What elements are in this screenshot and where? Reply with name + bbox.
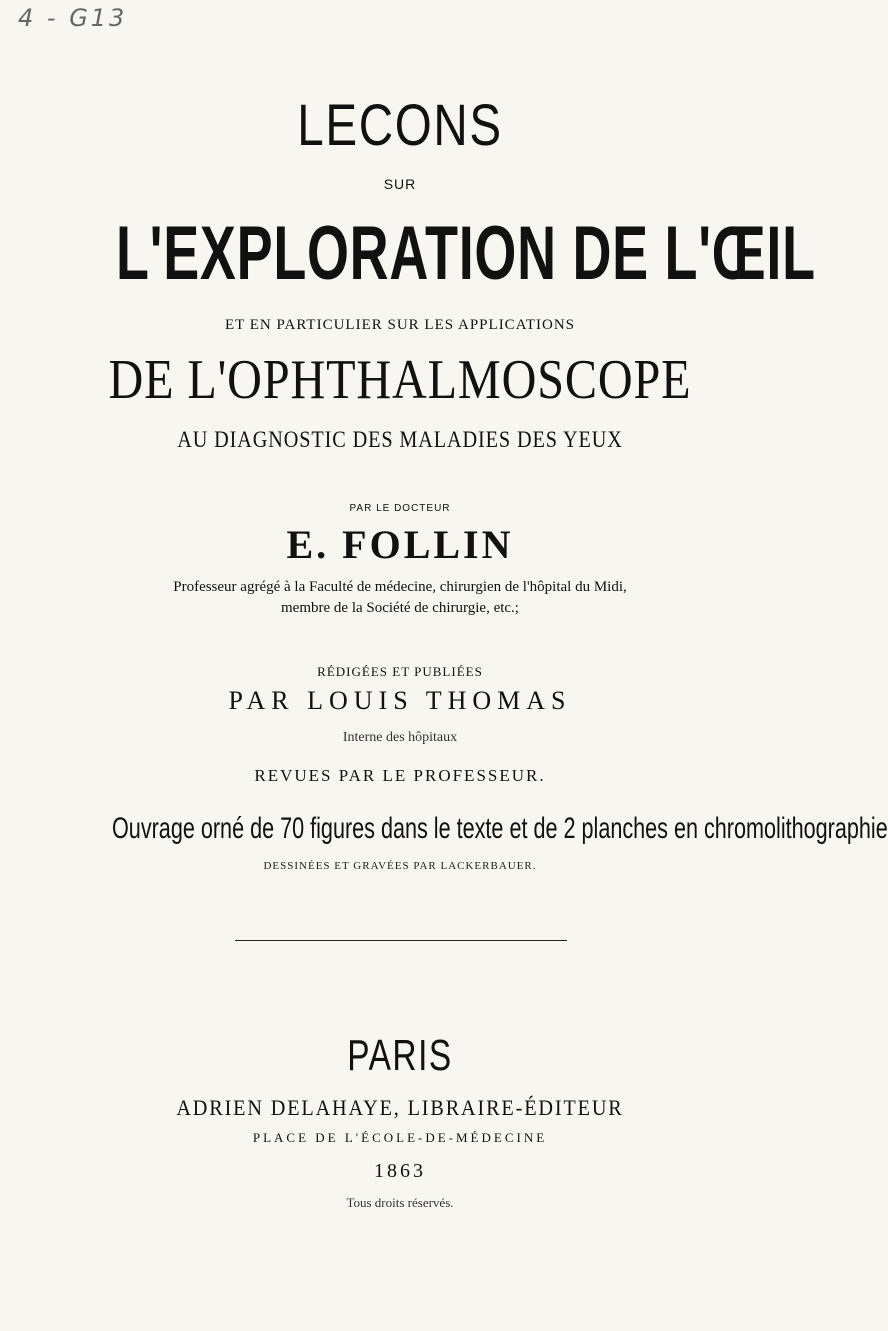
author-prefix: PAR LE DOCTEUR	[349, 503, 451, 514]
title-lecons: LECONS	[297, 93, 503, 158]
imprint-address: PLACE DE L'ÉCOLE-DE-MÉDECINE	[252, 1130, 548, 1145]
divider-rule	[235, 940, 567, 941]
shelfmark-annotation: 4 - G13	[18, 4, 128, 32]
subtitle-diagnostic: AU DIAGNOSTIC DES MALADIES DES YEUX	[177, 427, 623, 452]
illustrators-note: DESSINÉES ET GRAVÉES PAR LACKERBAUER.	[263, 860, 537, 872]
imprint-rights: Tous droits réservés.	[346, 1195, 454, 1210]
imprint-publisher: ADRIEN DELAHAYE, LIBRAIRE-ÉDITEUR	[176, 1095, 624, 1120]
imprint-city: PARIS	[347, 1031, 453, 1080]
author-name: E. FOLLIN	[286, 522, 514, 567]
editor-name: PAR LOUIS THOMAS	[228, 686, 572, 715]
editor-role: Interne des hôpitaux	[342, 730, 458, 745]
title-ophthalmoscope: DE L'OPHTHALMOSCOPE	[108, 349, 692, 411]
editor-intro: RÉDIGÉES ET PUBLIÉES	[317, 664, 483, 679]
title-sur: SUR	[383, 176, 417, 192]
author-credentials-1: Professeur agrégé à la Faculté de médecine, chirurgien de l'hôpital du Midi,	[173, 579, 627, 595]
title-exploration: L'EXPLORATION DE L'ŒIL	[116, 211, 816, 296]
illustrations-note: Ouvrage orné de 70 figures dans le texte et de 2 planches en chromolithographie	[112, 812, 888, 845]
imprint-year: 1863	[374, 1160, 426, 1182]
review-note: REVUES PAR LE PROFESSEUR.	[254, 766, 546, 785]
author-credentials-2: membre de la Société de chirurgie, etc.;	[281, 600, 519, 616]
subtitle-particulier: ET EN PARTICULIER SUR LES APPLICATIONS	[224, 317, 576, 333]
